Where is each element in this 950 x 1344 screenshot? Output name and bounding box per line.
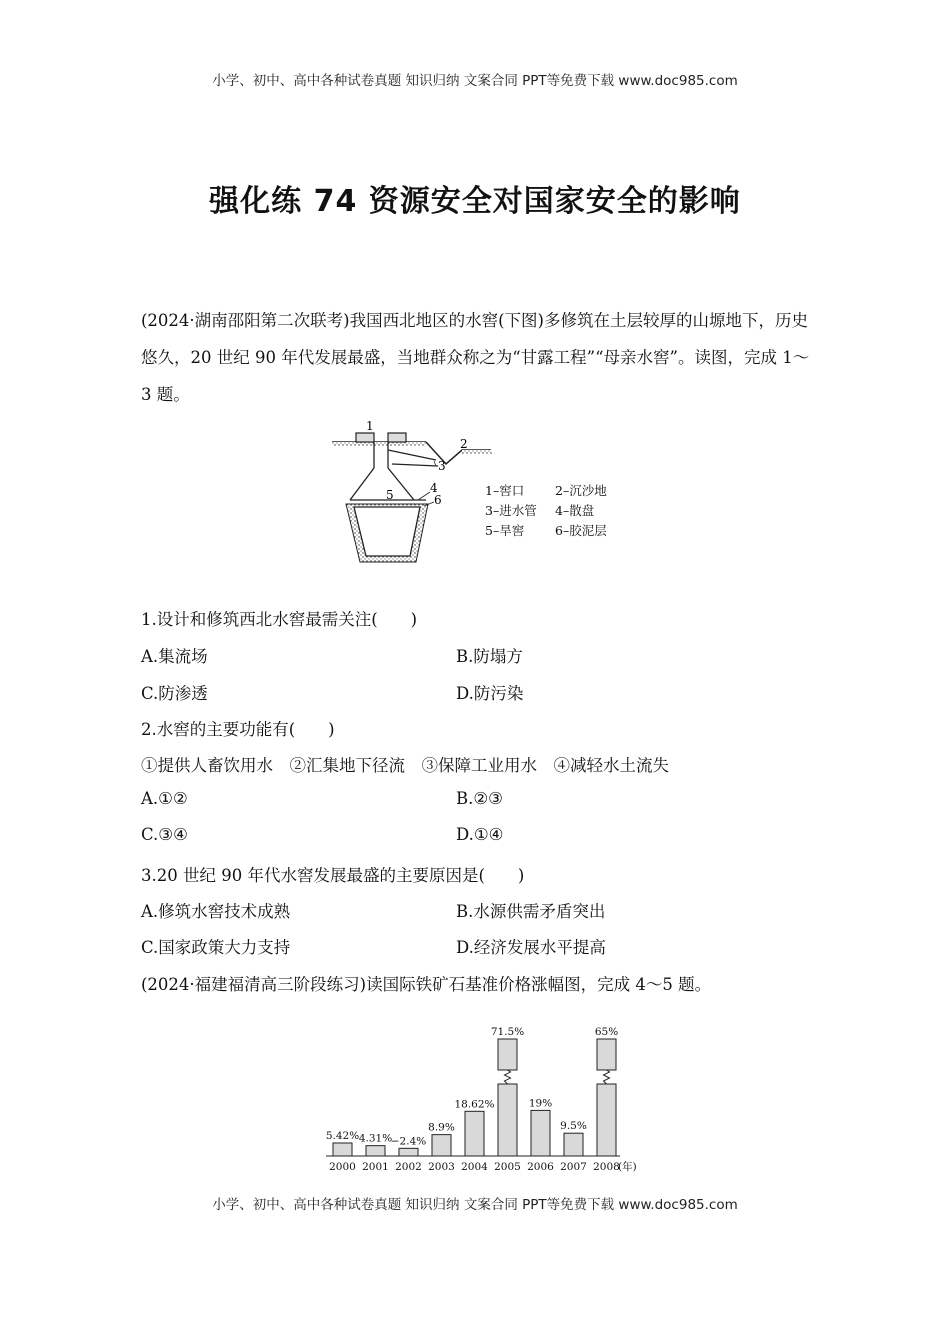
question-3-stem: 3.20 世纪 90 年代水窖发展最盛的主要原因是( )	[141, 866, 525, 885]
diagram-label-6: 6	[434, 493, 442, 507]
axis-break-2008	[604, 1070, 610, 1084]
bar-2000	[333, 1143, 352, 1156]
question-1-option-a: A.集流场	[141, 647, 208, 666]
data-label-2003: 8.9%	[428, 1121, 455, 1134]
x-axis-unit: (年)	[618, 1161, 637, 1173]
iron-ore-price-chart	[318, 1000, 648, 1176]
question-1-option-c: C.防渗透	[141, 684, 208, 703]
question-2-option-c: C.③④	[141, 825, 188, 844]
data-label-2007: 9.5%	[560, 1120, 587, 1133]
question-2-option-b: B.②③	[456, 789, 503, 808]
bar-top-2005	[498, 1039, 517, 1070]
diagram-label-5: 5	[386, 488, 394, 502]
data-label-2001: 4.31%	[358, 1132, 393, 1145]
footer-banner: 小学、初中、高中各种试卷真题 知识归纳 文案合同 PPT等免费下载 www.doc985.com	[212, 1197, 738, 1213]
legend-item-2: 2–沉沙地	[555, 483, 607, 498]
question-3-option-d: D.经济发展水平提高	[456, 938, 606, 957]
data-label-2004: 18.62%	[454, 1098, 495, 1111]
intro-paragraph-1: (2024·湖南邵阳第二次联考)我国西北地区的水窖(下图)多修筑在土层较厚的山塬地下，历史悠久，20 世纪 90 年代发展最盛，当地群众称之为“甘露工程”“母亲水窖”。读图，完成 1～3 题。	[141, 311, 810, 404]
question-1-stem: 1.设计和修筑西北水窖最需关注( )	[141, 610, 418, 629]
bar-2004	[465, 1111, 484, 1156]
water-cellar-diagram	[326, 420, 506, 578]
question-1-option-b: B.防塌方	[456, 647, 523, 666]
question-2-option-d: D.①④	[456, 825, 504, 844]
data-label-2008: 65%	[594, 1026, 619, 1038]
question-2-statements: ①提供人畜饮用水 ②汇集地下径流 ③保障工业用水 ④减轻水土流失	[141, 756, 669, 775]
bar-2005	[498, 1084, 517, 1156]
data-label-2006: 19%	[528, 1097, 553, 1110]
question-2-option-a: A.①②	[141, 789, 188, 808]
tick-label-2001: 2001	[362, 1161, 389, 1173]
data-label-2005: 71.5%	[490, 1026, 525, 1038]
question-3-option-c: C.国家政策大力支持	[141, 938, 291, 957]
question-3-option-a: A.修筑水窖技术成熟	[141, 902, 291, 921]
legend-item-3: 3–进水管	[485, 503, 537, 518]
tick-label-2007: 2007	[560, 1161, 587, 1173]
tick-label-2005: 2005	[494, 1161, 521, 1173]
page-title: 强化练 74 资源安全对国家安全的影响	[209, 184, 741, 219]
tick-label-2003: 2003	[428, 1161, 455, 1173]
data-label-2002: −2.4%	[390, 1135, 427, 1148]
diagram-label-2: 2	[460, 437, 468, 451]
bar-2007	[564, 1133, 583, 1156]
tick-label-2002: 2002	[395, 1161, 422, 1173]
intro-paragraph-2: (2024·福建福清高三阶段练习)读国际铁矿石基准价格涨幅图，完成 4～5 题。	[141, 975, 712, 994]
tick-label-2006: 2006	[527, 1161, 554, 1173]
bar-2003	[432, 1135, 451, 1156]
legend-item-1: 1–窖口	[485, 483, 525, 498]
tick-label-2004: 2004	[461, 1161, 488, 1173]
diagram-label-1: 1	[366, 420, 374, 433]
data-label-2000: 5.42%	[325, 1129, 360, 1142]
bar-2008	[597, 1084, 616, 1156]
bar-2001	[366, 1146, 385, 1156]
bar-2006	[531, 1110, 550, 1156]
legend-item-4: 4–散盘	[555, 503, 595, 518]
legend-item-5: 5–旱窖	[485, 523, 525, 538]
tick-label-2008: 2008	[593, 1161, 620, 1173]
question-3-option-b: B.水源供需矛盾突出	[456, 902, 606, 921]
header-banner: 小学、初中、高中各种试卷真题 知识归纳 文案合同 PPT等免费下载 www.doc985.com	[212, 73, 738, 89]
bar-top-2008	[597, 1039, 616, 1070]
legend-item-6: 6–胶泥层	[555, 523, 607, 538]
question-2-stem: 2.水窖的主要功能有( )	[141, 720, 335, 739]
question-1-option-d: D.防污染	[456, 684, 524, 703]
diagram-label-3: 3	[438, 459, 446, 473]
diagram-label-4: 4	[430, 481, 438, 495]
axis-break-2005	[505, 1070, 511, 1084]
tick-label-2000: 2000	[329, 1161, 356, 1173]
bar-2002	[399, 1148, 418, 1156]
